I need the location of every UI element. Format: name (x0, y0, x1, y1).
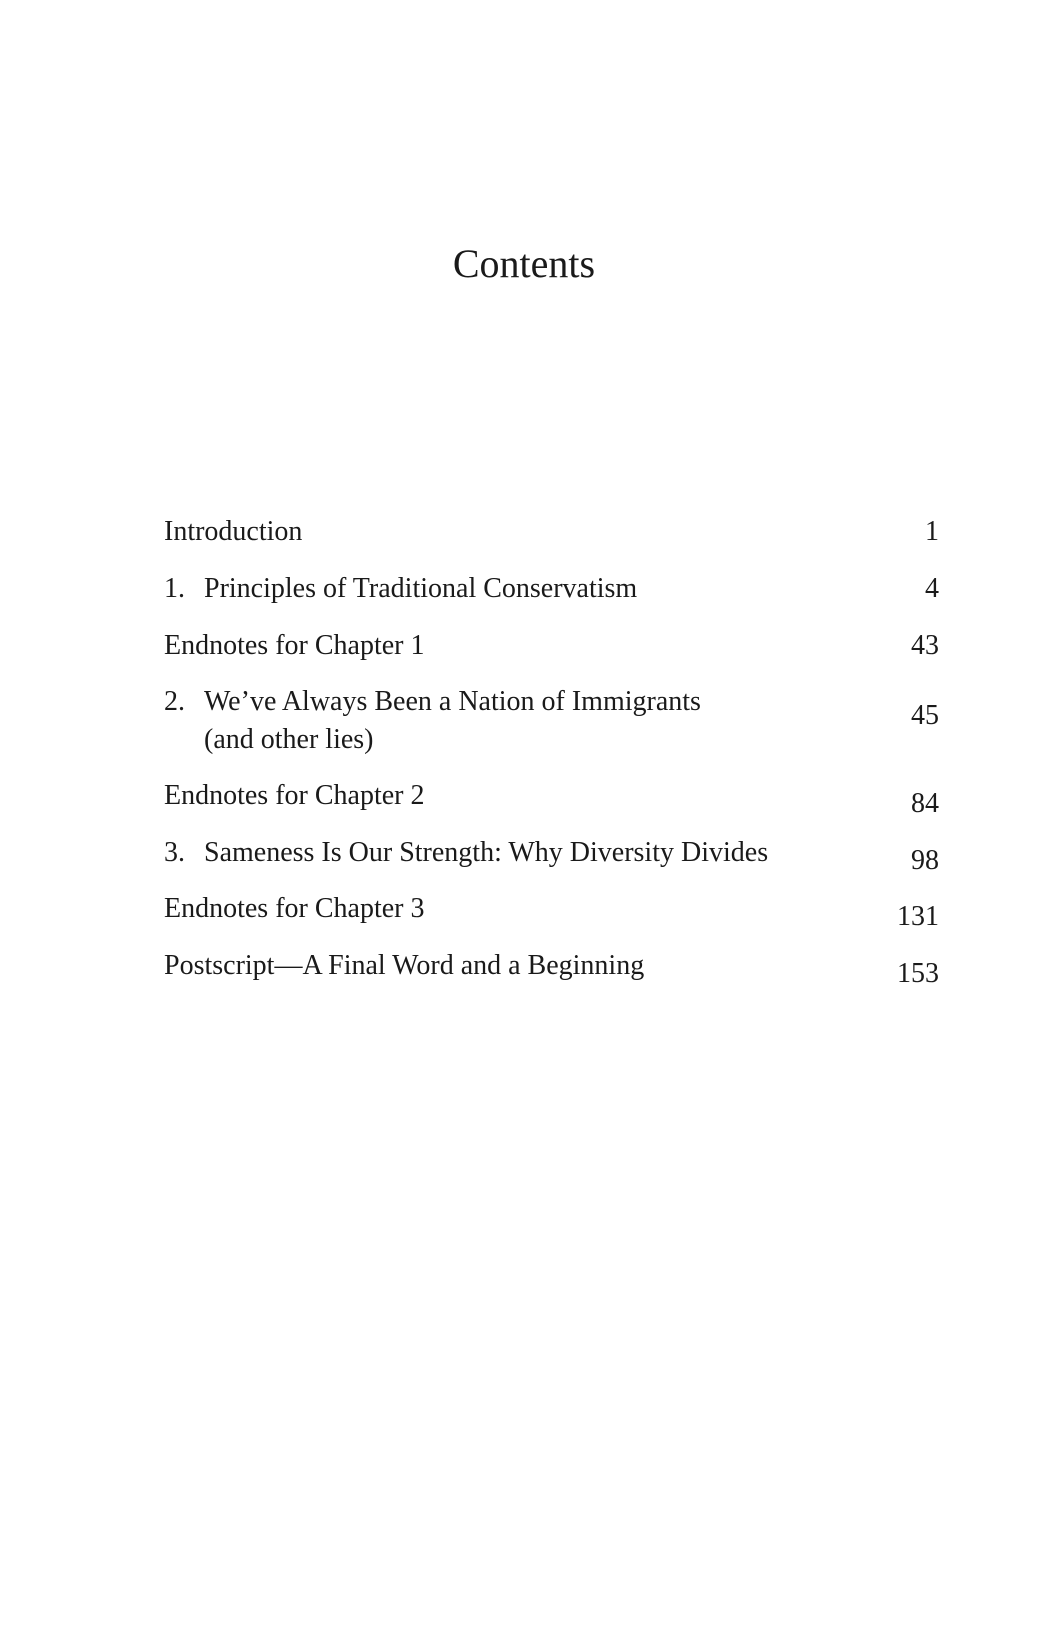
toc-entry-label (164, 891, 425, 927)
toc-chapter-number: 3. (164, 837, 185, 868)
toc-page-number: 98 (911, 845, 939, 876)
toc-entry-label (164, 948, 644, 984)
toc-page-number: 153 (897, 958, 939, 989)
toc-entry-title: Endnotes for Chapter 1 (164, 630, 425, 661)
toc-entry-title: Sameness Is Our Strength: Why Diversity Divides (204, 837, 769, 868)
toc-entry-label (164, 684, 701, 755)
toc-entry-label (164, 514, 302, 550)
toc-chapter-number: 2. (164, 686, 185, 717)
toc-entry-title: Endnotes for Chapter 3 (164, 893, 425, 924)
toc-entry-label (164, 835, 768, 871)
toc-entry-title: Introduction (164, 516, 303, 547)
toc-entry-title-continuation: (and other lies) (204, 724, 374, 755)
toc-page-number: 1 (925, 516, 939, 547)
toc-page-number: 84 (911, 788, 939, 819)
toc-chapter-number: 1. (164, 573, 185, 604)
toc-entry-title: Endnotes for Chapter 2 (164, 780, 425, 811)
toc-entry-title: We’ve Always Been a Nation of Immigrants (204, 686, 701, 717)
toc-page-number: 131 (897, 901, 939, 932)
toc-page-number: 43 (911, 630, 939, 661)
toc-entry-label (164, 778, 425, 814)
toc-entry-label (164, 571, 637, 607)
toc-entry-title: Postscript—A Final Word and a Beginning (164, 950, 645, 981)
toc-page-number: 4 (925, 573, 939, 604)
toc-entry-label (164, 628, 425, 664)
toc-page-number: 45 (911, 700, 939, 731)
page-title: Contents (452, 241, 596, 286)
toc-entry-title: Principles of Traditional Conservatism (204, 573, 638, 604)
